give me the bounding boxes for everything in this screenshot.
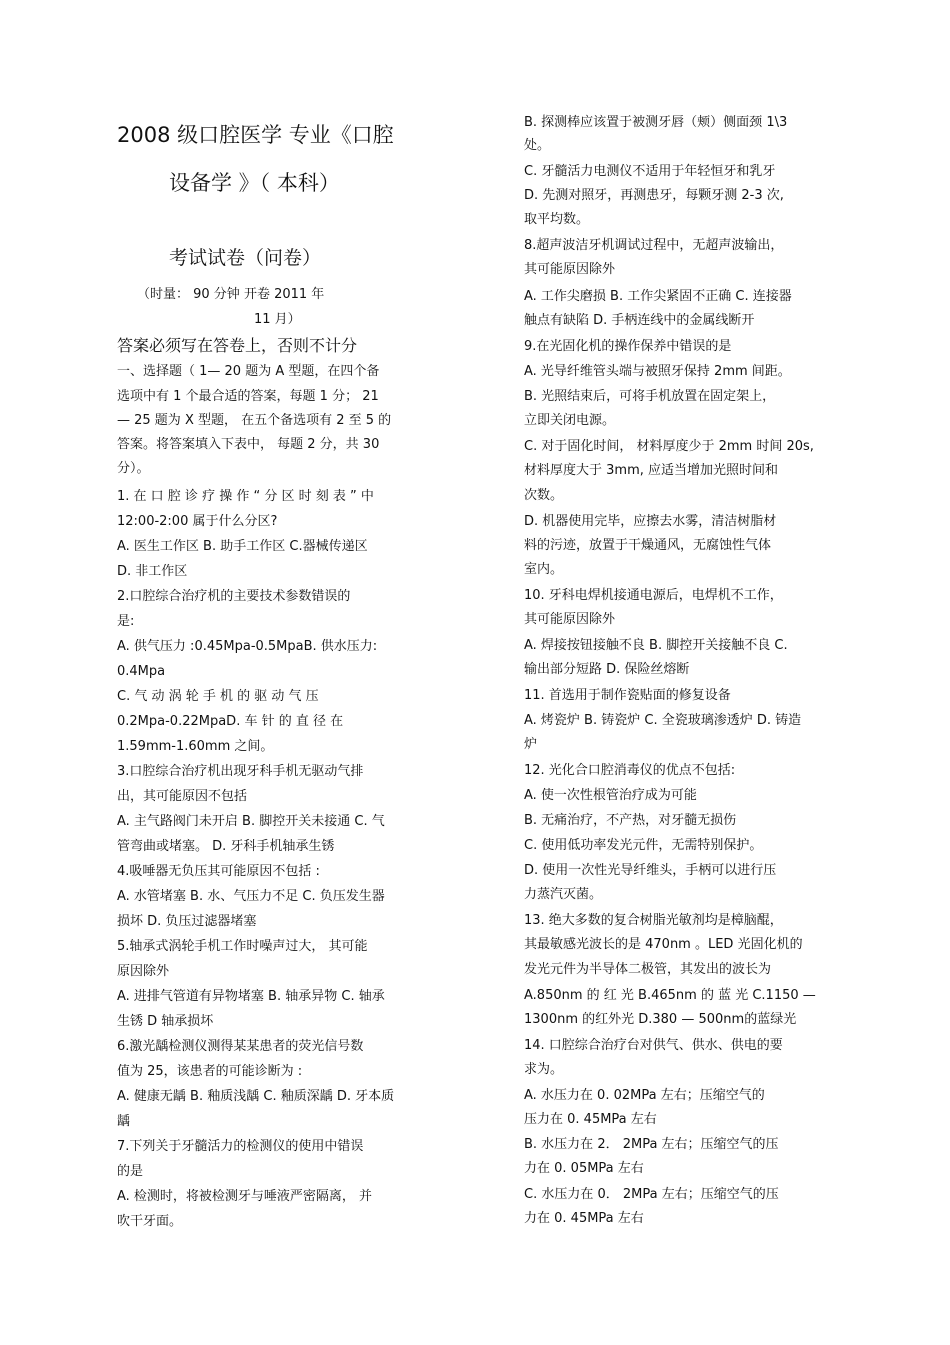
text-line: 力在 0. 05MPa 左右 — [524, 1161, 644, 1176]
text-line: 处。 — [524, 138, 551, 153]
text-line: 6.激光龋检测仪测得某某患者的荧光信号数 — [117, 1039, 364, 1054]
text-line: 8.超声波洁牙机调试过程中，无超声波输出， — [524, 238, 784, 253]
text-line: 管弯曲或堵塞。 D. 牙科手机轴承生锈 — [117, 839, 335, 854]
text-line: A. 烤瓷炉 B. 铸瓷炉 C. 全瓷玻璃渗透炉 D. 铸造 — [524, 713, 802, 728]
text-line: 力蒸汽灭菌。 — [524, 887, 603, 902]
text-line: A. 医生工作区 B. 助手工作区 C.器械传递区 — [117, 539, 368, 554]
text-line: 生锈 D 轴承损坏 — [117, 1014, 214, 1029]
text-line: 7.下列关于牙髓活力的检测仪的使用中错误 — [117, 1139, 364, 1154]
text-line: C. 水压力在 0． 2MPa 左右；压缩空气的压 — [524, 1187, 779, 1202]
text-line: 龋 — [117, 1114, 131, 1129]
text-line: 5.轴承式涡轮手机工作时噪声过大， 其可能 — [117, 939, 368, 954]
text-line: 4.吸唾器无负压其可能原因不包括 : — [117, 864, 320, 879]
text-line: 选项中有 1 个最合适的答案，每题 1 分； 21 — [117, 389, 379, 404]
text-line: 材料厚度大于 3mm, 应适当增加光照时间和 — [524, 463, 778, 478]
text-line: 次数。 — [524, 488, 564, 503]
text-line: A. 使一次性根管治疗成为可能 — [524, 788, 697, 803]
text-line: 1.59mm-1.60mm 之间。 — [117, 739, 274, 754]
text-line: 立即关闭电源。 — [524, 413, 616, 428]
text-line: 其最敏感光波长的是 470nm 。LED 光固化机的 — [524, 937, 803, 952]
text-line: C. 对于固化时间， 材料厚度少于 2mm 时间 20s, — [524, 439, 814, 454]
text-line: 1. 在 口 腔 诊 疗 操 作 “ 分 区 时 刻 表 ” 中 — [117, 489, 374, 504]
text-line: 的是 — [117, 1164, 144, 1179]
text-line: 压力在 0. 45MPa 左右 — [524, 1112, 657, 1127]
text-line: 吹干牙面。 — [117, 1214, 183, 1229]
text-line: 11. 首选用于制作瓷贴面的修复设备 — [524, 688, 731, 703]
exam-meta-line-1: （时量： 90 分钟 开卷 2011 年 — [137, 287, 325, 302]
text-line: 3.口腔综合治疗机出现牙科手机无驱动气排 — [117, 764, 364, 779]
text-line: A. 检测时，将被检测牙与唾液严密隔离， 并 — [117, 1189, 373, 1204]
text-line: 原因除外 — [117, 964, 170, 979]
text-line: A. 焊接按钮接触不良 B. 脚控开关接触不良 C. — [524, 638, 788, 653]
text-line: 答案。将答案填入下表中， 每题 2 分，共 30 — [117, 437, 380, 452]
text-line: 0.4Mpa — [117, 664, 166, 679]
text-line: A.850nm 的 红 光 B.465nm 的 蓝 光 C.1150 — — [524, 988, 816, 1003]
text-line: 炉 — [524, 737, 538, 752]
text-line: 分）。 — [117, 461, 150, 476]
text-line: B. 水压力在 2． 2MPa 左右；压缩空气的压 — [524, 1137, 779, 1152]
text-line: 值为 25，该患者的可能诊断为 : — [117, 1064, 303, 1079]
text-line: D. 非工作区 — [117, 564, 188, 579]
text-line: 0.2Mpa-0.22MpaD. 车 针 的 直 径 在 — [117, 714, 344, 729]
text-line: 12:00-2:00 属于什么分区? — [117, 514, 278, 529]
text-line: A. 水管堵塞 B. 水、气压力不足 C. 负压发生器 — [117, 889, 385, 904]
text-line: A. 工作尖磨损 B. 工作尖紧固不正确 C. 连接器 — [524, 289, 792, 304]
text-line: 1300nm 的红外光 D.380 — 500nm的蓝绿光 — [524, 1012, 797, 1027]
text-line: B. 无痛治疗，不产热，对牙髓无损伤 — [524, 813, 737, 828]
text-line: 料的污迹，放置于干燥通风，无腐蚀性气体 — [524, 538, 772, 553]
text-line: 输出部分短路 D. 保险丝熔断 — [524, 662, 690, 677]
exam-meta-line-2: 11 月） — [254, 312, 301, 327]
title-line-1: 2008 级口腔医学 专业《口腔 — [117, 123, 394, 147]
text-line: 力在 0. 45MPa 左右 — [524, 1211, 644, 1226]
text-line: — 25 题为 X 型题， 在五个备选项有 2 至 5 的 — [117, 413, 392, 428]
answer-notice: 答案必须写在答卷上，否则不计分 — [117, 336, 358, 355]
text-line: C. 牙髓活力电测仪不适用于年轻恒牙和乳牙 — [524, 164, 776, 179]
text-line: 是: — [117, 614, 135, 629]
text-line: A. 主气路阀门未开启 B. 脚控开关未接通 C. 气 — [117, 814, 385, 829]
text-line: 其可能原因除外 — [524, 262, 616, 277]
text-line: A. 光导纤维管头端与被照牙保持 2mm 间距。 — [524, 364, 791, 379]
text-line: C. 使用低功率发光元件，无需特别保护。 — [524, 838, 763, 853]
text-line: C. 气 动 涡 轮 手 机 的 驱 动 气 压 — [117, 689, 319, 704]
text-line: 出，其可能原因不包括 — [117, 789, 248, 804]
text-line: D. 机器使用完毕，应擦去水雾，清洁树脂材 — [524, 514, 777, 529]
text-line: 一、选择题（ 1— 20 题为 A 型题，在四个备 — [117, 364, 380, 379]
text-line: D. 使用一次性光导纤维头，手柄可以进行压 — [524, 863, 777, 878]
text-line: 取平均数。 — [524, 212, 590, 227]
title-line-2: 设备学 》（ 本科） — [169, 171, 340, 195]
text-line: A. 供气压力 :0.45Mpa-0.5MpaB. 供水压力: — [117, 639, 378, 654]
text-line: 9.在光固化机的操作保养中错误的是 — [524, 339, 732, 354]
title-line-3: 考试试卷（问卷） — [169, 247, 322, 269]
text-line: A. 健康无龋 B. 釉质浅龋 C. 釉质深龋 D. 牙本质 — [117, 1089, 395, 1104]
text-line: 损坏 D. 负压过滤器堵塞 — [117, 914, 257, 929]
text-line: B. 光照结束后，可将手机放置在固定架上， — [524, 389, 776, 404]
text-line: 13. 绝大多数的复合树脂光敏剂均是樟脑醌， — [524, 913, 783, 928]
text-line: 14. 口腔综合治疗台对供气、供水、供电的要 — [524, 1038, 783, 1053]
text-line: 其可能原因除外 — [524, 612, 616, 627]
text-line: 触点有缺陷 D. 手柄连线中的金属线断开 — [524, 313, 755, 328]
text-line: A. 进排气管道有异物堵塞 B. 轴承异物 C. 轴承 — [117, 989, 385, 1004]
text-line: 发光元件为半导体二极管，其发出的波长为 — [524, 962, 772, 977]
text-line: A. 水压力在 0. 02MPa 左右；压缩空气的 — [524, 1088, 765, 1103]
text-line: 2.口腔综合治疗机的主要技术参数错误的 — [117, 589, 351, 604]
text-line: 室内。 — [524, 562, 564, 577]
text-line: 12. 光化合口腔消毒仪的优点不包括: — [524, 763, 736, 778]
text-line: D. 先测对照牙，再测患牙，每颗牙测 2-3 次, — [524, 188, 784, 203]
text-line: 求为。 — [524, 1062, 564, 1077]
text-line: 10. 牙科电焊机接通电源后，电焊机不工作， — [524, 588, 783, 603]
text-line: B. 探测棒应该置于被测牙唇（颊）侧面颈 1\3 — [524, 115, 788, 130]
